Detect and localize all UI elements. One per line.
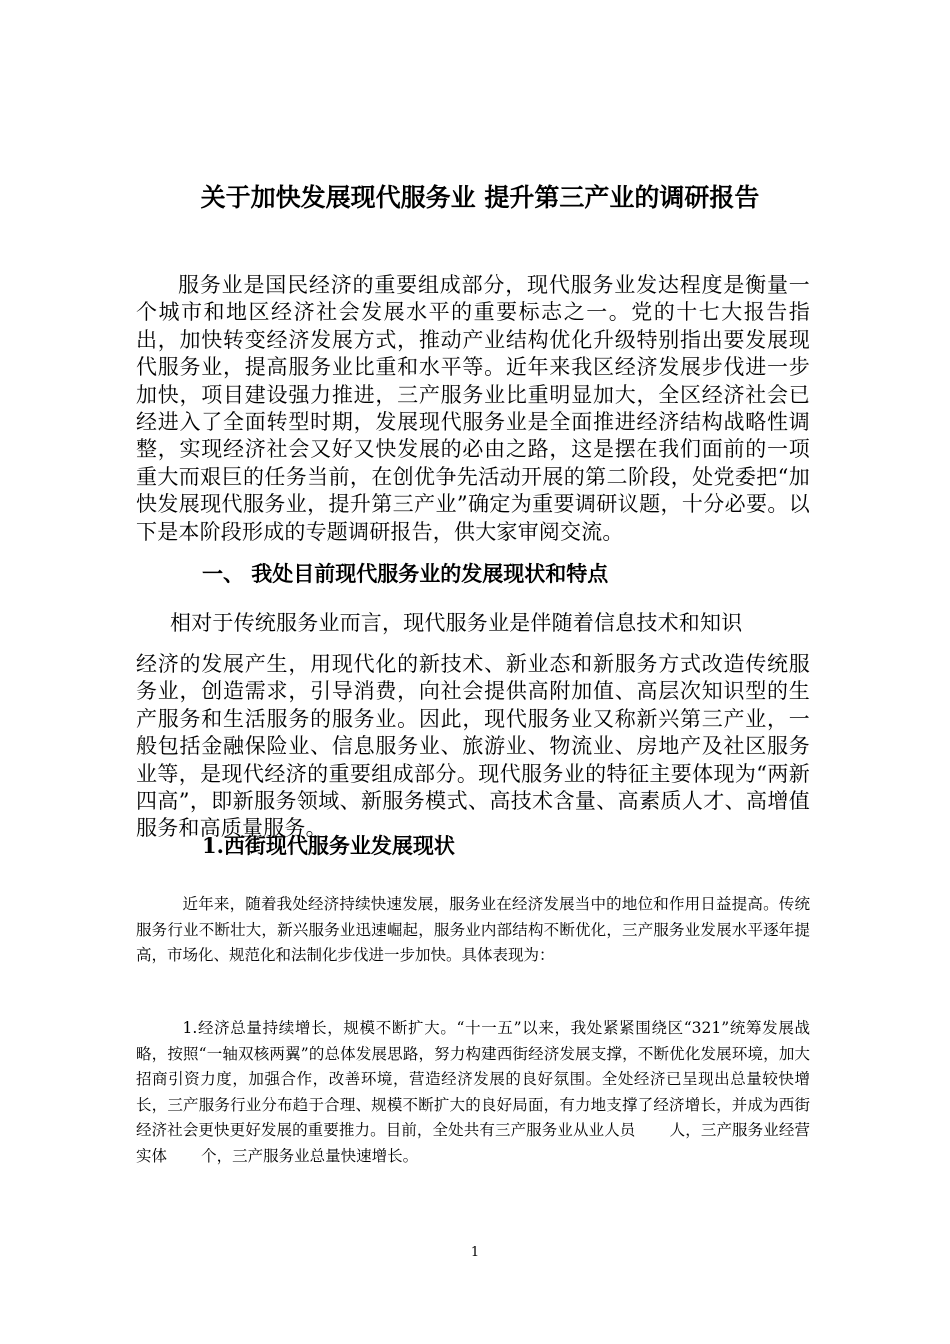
page-number: 1 [470, 1245, 480, 1260]
subsection1-paragraph-2 [136, 1016, 810, 1169]
subsection-heading-1: 1.西街现代服务业发展现状 [202, 833, 455, 858]
intro-paragraph: 服务业是国民经济的重要组成部分，现代服务业发达程度是衡量一个城市和地区经济社会发展水平的重要标志之一。党的十七大报告指出，加快转变经济发展方式，推动产业结构优化升级特别指出要发展现代服务业，提高服务业比重和水平等。近年来我区经济发展步伐进一步加快，项目建设强力推进，三产服务业比重明显加大，全区经济社会已经进入了全面转型时期，发展现代服务业是全面推进经济结构战略性调整，实现经济社会又好又快发展的必由之路，这是摆在我们面前的一项重大而艰巨的任务当前，在创优争先活动开展的第二阶段，处党委把“加快发展现代服务业，提升第三产业”确定为重要调研议题，十分必要。以下是本阶段形成的专题调研报告，供大家审阅交流。 [136, 273, 810, 544]
para2-text-a: 1.经济总量持续增长，规模不断扩大。“十一五”以来，我处紧紧围绕区“321”统筹发展战略，按照“一轴双核两翼”的总体发展思路，努力构建西街经济发展支撑，不断优化发展环境，加大招商引资力度，加强合作，改善环境，营造经济发展的良好氛围。全处经济已呈现出总量较快增长，三产服务行业分布趋于合理、规模不断扩大的良好局面，有力地支撑了经济增长，并成为西街经济社会更快更好发展的重要推力。目前，全处共有三产服务业从业人员 [136, 1019, 810, 1139]
section1-first-line: 相对于传统服务业而言，现代服务业是伴随着信息技术和知识 [170, 611, 743, 635]
subsection1-paragraph-1: 近年来，随着我处经济持续快速发展，服务业在经济发展当中的地位和作用日益提高。传统服务行业不断壮大，新兴服务业迅速崛起，服务业内部结构不断优化，三产服务业发展水平逐年提高，市场化、规范化和法制化步伐进一步加快。具体表现为： [136, 895, 810, 964]
section-heading-1: 一、 我处目前现代服务业的发展现状和特点 [202, 562, 609, 586]
section1-paragraph: 经济的发展产生，用现代化的新技术、新业态和新服务方式改造传统服务业，创造需求，引导消费，向社会提供高附加值、高层次知识型的生产服务和生活服务的服务业。因此，现代服务业又称新兴第三产业，一般包括金融保险业、信息服务业、旅游业、物流业、房地产及社区服务业等，是现代经济的重要组成部分。现代服务业的特征主要体现为“两新四高”，即新服务领域、新服务模式、高技术含量、高素质人才、高增值服务和高质量服务。 [136, 652, 810, 841]
document-title: 关于加快发展现代服务业 提升第三产业的调研报告 [200, 183, 760, 212]
para2-text-c: 个，三产服务业总量快速增长。 [201, 1146, 419, 1165]
para2-text-b: 人，三产服务业经营实体 [136, 1121, 810, 1165]
